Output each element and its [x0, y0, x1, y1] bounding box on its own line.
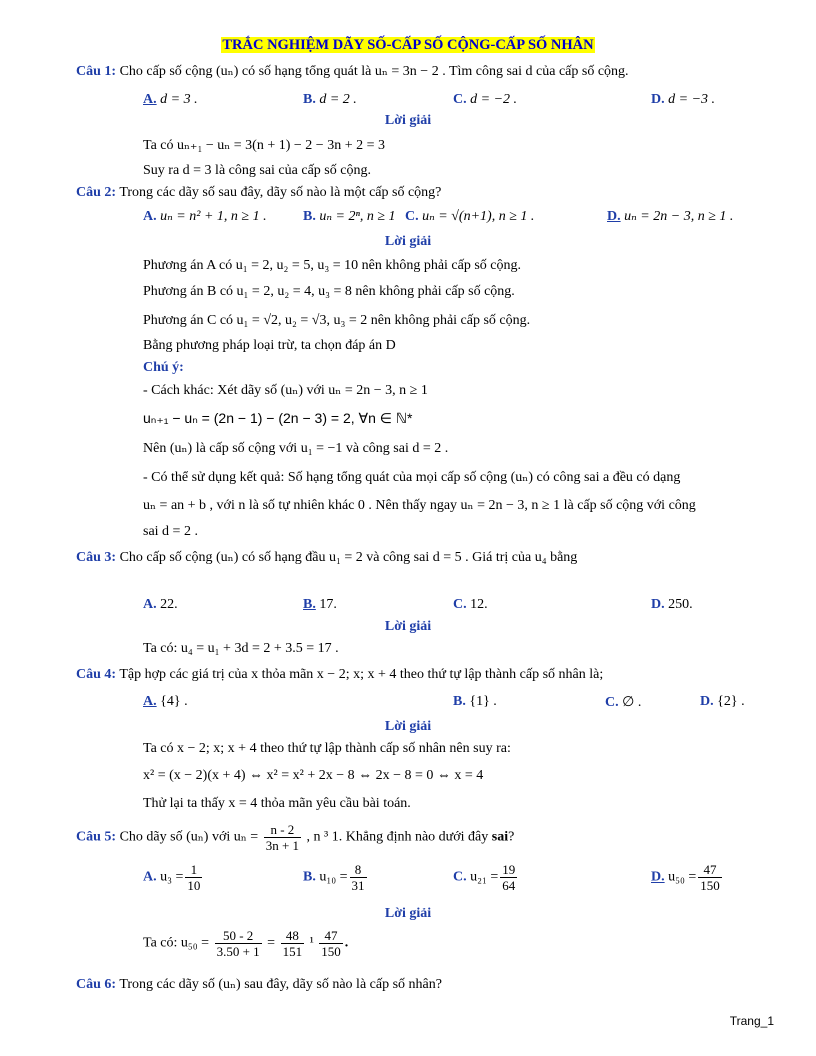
solution-heading: Lời giải — [384, 619, 432, 634]
option-a: A. d = 3 . — [143, 92, 198, 107]
solution-line: Bằng phương pháp loại trừ, ta chọn đáp án D — [143, 338, 396, 353]
solution-heading: Lời giải — [384, 234, 432, 249]
note-line: Nên (uₙ) là cấp số cộng với u₁ = −1 và công sai d = 2 . — [143, 441, 449, 456]
option-a: A. u₃ = $\frac{1}{10}$ — [143, 862, 201, 893]
question-6 — [76, 976, 442, 993]
solution-line: Ta có: u₄ = u₁ + 3d = 2 + 3.5 = 17 . — [143, 641, 339, 656]
fraction: $\frac{n - 2}{3n + 1}$ — [265, 822, 300, 853]
question-1 — [76, 63, 629, 80]
question-4 — [76, 667, 603, 683]
question-label: Câu 1: — [76, 64, 117, 79]
question-text: Cho cấp số cộng (uₙ) có số hạng đầu u₁ = 2 và công sai d = 5 . Giá trị của u₄ bằng — [119, 550, 578, 565]
question-text: Trong các dãy số sau đây, dãy số nào là một cấp số cộng? — [119, 185, 442, 200]
option-b: B. d = 2 . — [303, 92, 357, 107]
solution-line: Ta có uₙ₊₁ − uₙ = 3(n + 1) − 2 − 3n + 2 = 3 — [143, 138, 385, 153]
option-c: C. d = −2 . — [453, 92, 518, 107]
option-c: C. u₂₁ = $\frac{19}{64}$ — [453, 862, 516, 893]
solution-line: Phương án C có u₁ = √2, u₂ = √3, u₃ = 2 nên không phải cấp số cộng. — [143, 313, 531, 328]
question-text: Cho cấp số cộng (uₙ) có số hạng tổng quát là uₙ = 3n − 2 . Tìm công sai d của cấp số cộng. — [119, 64, 629, 79]
option-a: A. {4} . — [143, 694, 188, 709]
option-b: B. u₁₀ = $\frac{8}{31}$ — [303, 862, 365, 893]
option-d: D. u₅₀ = $\frac{47}{150}$ — [651, 862, 720, 893]
option-b: B. 17. — [303, 597, 337, 612]
question-label: Câu 6: — [76, 977, 117, 992]
question-2 — [76, 185, 441, 201]
note-heading: Chú ý: — [143, 360, 184, 375]
question-label: Câu 5: — [76, 829, 117, 845]
solution-heading: Lời giải — [384, 719, 432, 734]
solution-line: Ta có: u₅₀ = $\frac{50 - 2}{3.50 + 1}$ = $\frac{48}{151}$ ¹ $\frac{47}{150}$ . — [143, 928, 349, 959]
option-c: C. uₙ = √(n+1), n ≥ 1 . — [405, 209, 535, 224]
option-d: D. 250. — [651, 597, 693, 612]
solution-heading: Lời giải — [384, 113, 432, 128]
note-line: - Có thể sử dụng kết quả: Số hạng tổng quát của mọi cấp số cộng (uₙ) có công sai a đều có dạng — [143, 470, 681, 485]
question-label: Câu 4: — [76, 667, 117, 682]
question-label: Câu 2: — [76, 185, 117, 200]
option-b: B. uₙ = 2ⁿ, n ≥ 1 — [303, 209, 396, 224]
solution-line: x² = (x − 2)(x + 4) ⇔ x² = x² + 2x − 8 ⇔ 2x − 8 = 0 ⇔ x = 4 — [143, 768, 484, 783]
option-c: C. 12. — [453, 597, 488, 612]
solution-line: Thử lại ta thấy x = 4 thỏa mãn yêu cầu bài toán. — [143, 796, 411, 811]
option-a: A. uₙ = n² + 1, n ≥ 1 . — [143, 209, 267, 224]
note-line: uₙ = an + b , với n là số tự nhiên khác 0 . Nên thấy ngay uₙ = 2n − 3, n ≥ 1 là cấp số cộng với công — [143, 498, 696, 513]
solution-heading: Lời giải — [384, 906, 432, 921]
solution-line: Suy ra d = 3 là công sai của cấp số cộng. — [143, 163, 371, 178]
question-text: Tập hợp các giá trị của x thỏa mãn x − 2; x; x + 4 theo thứ tự lập thành cấp số nhân là; — [119, 667, 604, 682]
question-5: Câu 5: Cho dãy số (uₙ) với uₙ = $\frac{n - 2}{3n + 1}$ , n ³ 1. Khẳng định nào dưới đây sai? — [76, 822, 515, 853]
solution-line: Ta có x − 2; x; x + 4 theo thứ tự lập thành cấp số nhân nên suy ra: — [143, 741, 511, 756]
solution-line: Phương án A có u₁ = 2, u₂ = 5, u₃ = 10 nên không phải cấp số cộng. — [143, 258, 522, 273]
option-d: D. {2} . — [700, 694, 745, 709]
note-line: - Cách khác: Xét dãy số (uₙ) với uₙ = 2n − 3, n ≥ 1 — [143, 383, 428, 398]
page-title: TRẮC NGHIỆM DÃY SỐ-CẤP SỐ CỘNG-CẤP SỐ NHÂN — [222, 37, 594, 53]
solution-line: Phương án B có u₁ = 2, u₂ = 4, u₃ = 8 nên không phải cấp số cộng. — [143, 284, 515, 299]
question-text: Trong các dãy số (uₙ) sau đây, dãy số nào là cấp số nhân? — [119, 977, 442, 992]
option-d: D. uₙ = 2n − 3, n ≥ 1 . — [607, 209, 734, 224]
page-number: Trang_1 — [729, 1014, 774, 1028]
question-label: Câu 3: — [76, 550, 117, 565]
note-formula: uₙ₊₁ − uₙ = (2n − 1) − (2n − 3) = 2, ∀n ∈ ℕ* — [143, 410, 413, 426]
option-c: C. ∅ . — [605, 695, 642, 710]
option-a: A. 22. — [143, 597, 178, 612]
question-3 — [76, 549, 577, 566]
option-d: D. d = −3 . — [651, 92, 716, 107]
option-b: B. {1} . — [453, 694, 497, 709]
note-line: sai d = 2 . — [143, 524, 198, 539]
